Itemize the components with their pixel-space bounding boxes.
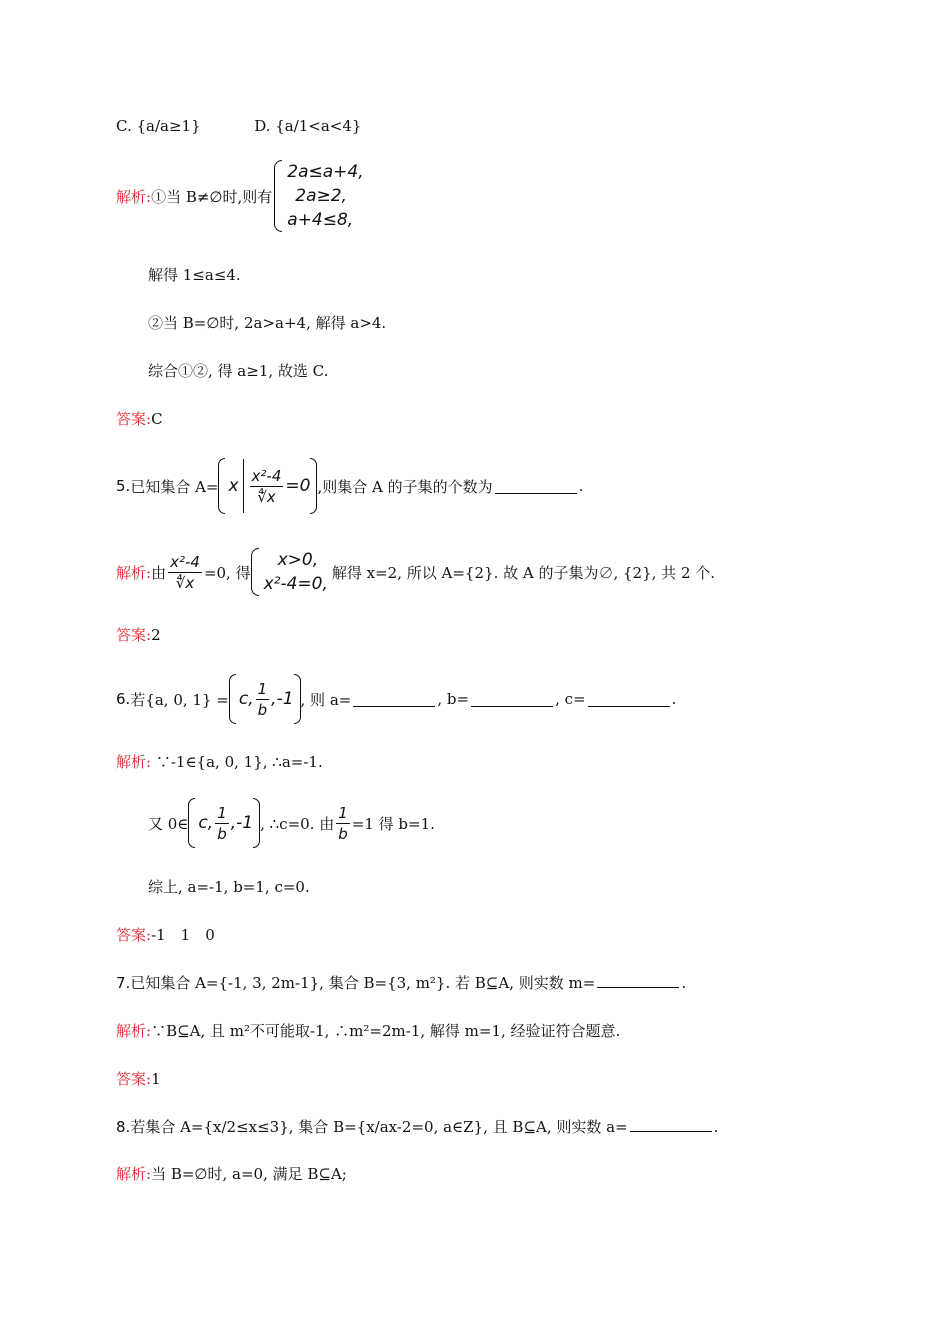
- solution-text: 由: [151, 563, 167, 582]
- option-c: C. {a/a≥1}: [116, 117, 201, 135]
- solution-label: 解析:: [116, 563, 152, 582]
- question-8: [116, 1117, 718, 1137]
- q4-answer: [116, 409, 163, 429]
- q6-solution-2: [148, 796, 435, 850]
- sys-row: a+4≤8,: [287, 210, 354, 230]
- q4-conclusion: 综合①②, 得 a≥1, 故选 C.: [148, 362, 329, 380]
- question-number: 7.: [116, 974, 131, 992]
- solution-text: =1 得 b=1.: [351, 814, 435, 833]
- fraction-denominator: b: [338, 824, 348, 843]
- period: .: [578, 477, 584, 495]
- set-variable: x: [228, 476, 239, 496]
- question-stem: , b=: [437, 690, 470, 708]
- fraction-numerator: 1: [338, 803, 348, 822]
- solution-text: , ∴c=0. 由: [260, 814, 335, 833]
- equation-system: [251, 548, 328, 596]
- period: .: [681, 974, 687, 992]
- q8-solution: [116, 1164, 347, 1184]
- fraction: [336, 803, 350, 844]
- set-brace-left: [188, 798, 195, 848]
- q4-solution-case1: [116, 160, 364, 232]
- answer-blank: [630, 1117, 712, 1132]
- answer-label: 答案:: [116, 1070, 152, 1088]
- question-stem: 已知集合 A=: [130, 477, 219, 496]
- question-stem: , c=: [555, 690, 586, 708]
- q7-solution: [116, 1021, 620, 1041]
- period: .: [713, 1118, 719, 1136]
- question-7: [116, 973, 686, 993]
- fraction-denominator: b: [217, 824, 227, 843]
- fraction: [250, 466, 284, 507]
- question-number: 8.: [116, 1118, 131, 1136]
- set-element: c,: [238, 689, 254, 709]
- q4-solve1: 解得 1≤a≤4.: [148, 266, 241, 284]
- q4-options: [116, 116, 361, 136]
- answer-label: 答案:: [116, 410, 152, 428]
- answer-blank-c: [588, 692, 670, 707]
- q6-answer: [116, 925, 215, 945]
- solution-text: 又 0∈: [148, 814, 189, 833]
- fraction-numerator: x²-4: [170, 552, 200, 571]
- solution-text: ∵B⊆A, 且 m²不可能取-1, ∴m²=2m-1, 解得 m=1, 经验证符合题意.: [151, 1022, 621, 1040]
- option-d: D. {a/1<a<4}: [254, 117, 362, 135]
- question-stem: 若集合 A={x/2≤x≤3}, 集合 B={x/ax-2=0, a∈Z}, 且 B⊆A, 则实数 a=: [130, 1118, 628, 1136]
- question-stem: 若{a, 0, 1} =: [130, 690, 229, 709]
- fraction: [168, 552, 202, 593]
- solution-text: =0, 得: [203, 563, 251, 582]
- answer-value: 1: [151, 1070, 161, 1088]
- left-brace: [274, 160, 282, 232]
- equation-rhs: =0: [285, 476, 311, 496]
- q4-case2: ②当 B=∅时, 2a>a+4, 解得 a>4.: [148, 314, 387, 332]
- question-number: 6.: [116, 690, 131, 708]
- set-bar: [243, 459, 244, 513]
- question-stem: 已知集合 A={-1, 3, 2m-1}, 集合 B={3, m²}. 若 B⊆A, 则实数 m=: [130, 974, 596, 992]
- fraction-numerator: 1: [217, 803, 227, 822]
- q5-answer: [116, 625, 161, 645]
- question-5: [116, 456, 583, 516]
- answer-label: 答案:: [116, 926, 152, 944]
- solution-label: 解析:: [116, 1022, 152, 1040]
- case1-text: ①当 B≠∅时,则有: [151, 187, 273, 206]
- set-element: c,: [198, 813, 214, 833]
- question-number: 5.: [116, 477, 131, 495]
- fraction-numerator: x²-4: [251, 466, 282, 485]
- fraction-denominator: ∜x: [257, 487, 276, 506]
- solution-text: 解得 x=2, 所以 A={2}. 故 A 的子集为∅, {2}, 共 2 个.: [331, 563, 716, 582]
- answer-value: C: [151, 410, 163, 428]
- solution-label: 解析:: [116, 187, 152, 206]
- set-brace-right: [253, 798, 260, 848]
- fraction-numerator: 1: [257, 679, 268, 698]
- answer-blank: [597, 973, 679, 988]
- question-6: [116, 672, 676, 726]
- inequality-system: [274, 160, 363, 232]
- answer-label: 答案:: [116, 626, 152, 644]
- set-brace-left: [229, 674, 236, 724]
- fraction-denominator: ∜x: [175, 573, 195, 592]
- sys-row: x>0,: [277, 550, 319, 570]
- answer-value: -1 1 0: [151, 926, 215, 944]
- set-element: ,-1: [230, 813, 254, 833]
- sys-row: 2a≥2,: [295, 186, 347, 206]
- left-brace: [251, 548, 259, 596]
- q6-solution-1: [116, 752, 323, 772]
- fraction: [215, 803, 229, 844]
- answer-value: 2: [151, 626, 161, 644]
- solution-text: ∵-1∈{a, 0, 1}, ∴a=-1.: [155, 753, 323, 771]
- answer-blank-a: [353, 692, 435, 707]
- solution-text: 当 B=∅时, a=0, 满足 B⊆A;: [151, 1165, 347, 1183]
- q5-solution: [116, 544, 715, 600]
- set-brace-right: [310, 458, 317, 514]
- period: .: [671, 690, 677, 708]
- q7-answer: [116, 1069, 161, 1089]
- sys-row: 2a≤a+4,: [287, 162, 364, 182]
- set-element: ,-1: [271, 689, 294, 709]
- question-stem-tail: ,则集合 A 的子集的个数为: [317, 477, 493, 496]
- sys-row: x²-4=0,: [263, 574, 328, 594]
- solution-label: 解析:: [116, 753, 152, 771]
- fraction-denominator: b: [257, 700, 268, 719]
- set-brace-left: [218, 458, 225, 514]
- q6-solution-3: 综上, a=-1, b=1, c=0.: [148, 878, 310, 896]
- fraction: [256, 679, 270, 720]
- solution-label: 解析:: [116, 1165, 152, 1183]
- answer-blank-b: [471, 692, 553, 707]
- answer-blank: [495, 479, 577, 494]
- set-brace-right: [294, 674, 301, 724]
- question-stem: , 则 a=: [300, 690, 352, 709]
